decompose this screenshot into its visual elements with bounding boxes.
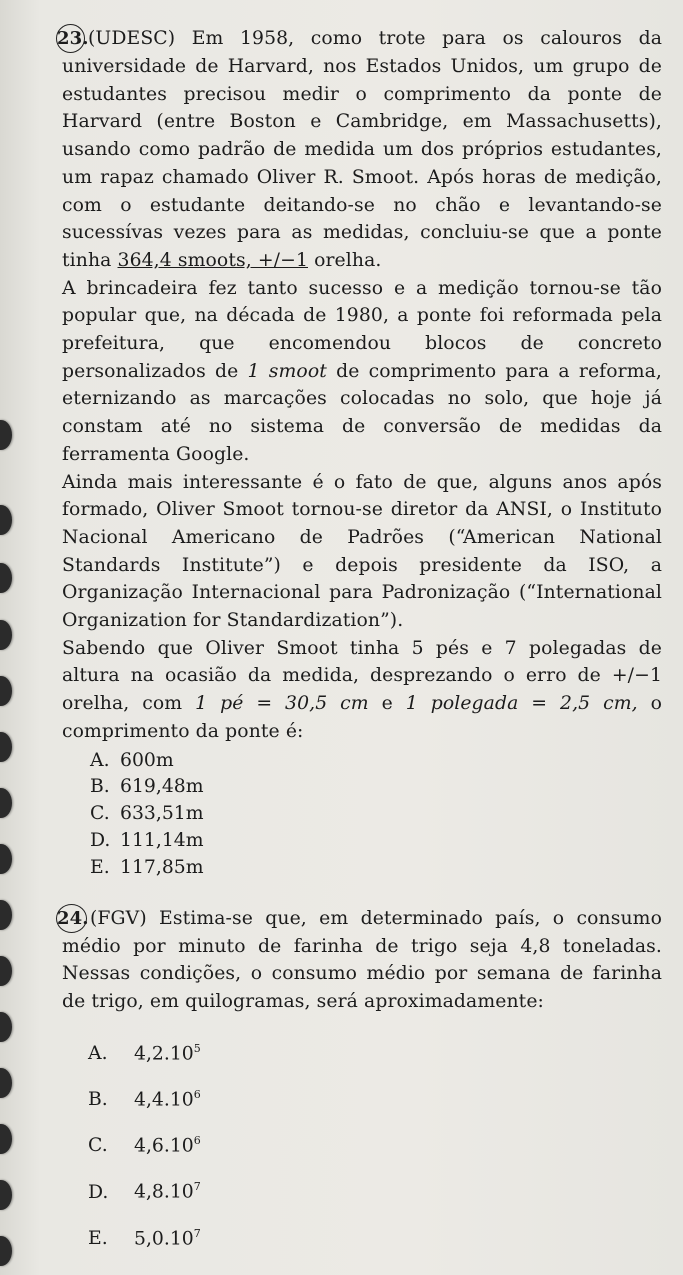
option-b[interactable]: B. 619,48m [90, 776, 204, 798]
binder-holes [0, 0, 30, 1275]
binder-hole-icon [0, 844, 12, 874]
option-e[interactable]: E. 5,0.10$^7$ [88, 1226, 201, 1249]
binder-hole-icon [0, 1124, 12, 1154]
option-e[interactable]: E. 117,85m [90, 856, 204, 878]
option-a[interactable]: A. 600m [90, 749, 174, 771]
binder-hole-icon [0, 956, 12, 986]
binder-hole-icon [0, 563, 12, 593]
q23-options [90, 748, 662, 882]
binder-hole-icon [0, 1236, 12, 1266]
binder-hole-icon [0, 1012, 12, 1042]
binder-hole-icon [0, 1068, 12, 1098]
q23-intro: 23.(UDESC) Em 1958, como trote para os calouros da universidade de Harvard, nos Estados Unidos, um grupo de estudantes precisou medir o comprimento da ponte de Harvard (entre Boston e Cambridge, em Massachusetts), usando como padrão de medida um dos próprios estudantes, um rapaz chamado Oliver R. Smoot. Após horas de medição, com o estudante deitando-se no chão e levantando-se sucessívas vezes para as medidas, concluiu-se que a ponte tinha 364,4 smoots, +/−1 orelha. [62, 24, 662, 275]
question-number: 24. [56, 904, 87, 933]
option-a[interactable]: A. 4,2.10$^5$ [88, 1041, 201, 1064]
binder-hole-icon [0, 788, 12, 818]
option-c[interactable]: C. 4,6.10$^6$ [88, 1134, 201, 1157]
q23-paragraph-2: A brincadeira fez tanto sucesso e a medição tornou-se tão popular que, na década de 1980, a ponte foi reformada pela prefeitura, que encomendou blocos de concreto personalizados de 1 smoot de comprimento para a reforma, eternizando as marcações colocadas no solo, que hoje já constam até no sistema de conversão de medidas da ferramenta Google. [62, 277, 662, 465]
binder-hole-icon [0, 620, 12, 650]
q23-paragraph-3: Ainda mais interessante é o fato de que, alguns anos após formado, Oliver Smoot tornou-se diretor da ANSI, o Instituto Nacional Americano de Padrões (“American National Standards Institute”) e depois presidente da ISO, a Organização Internacional para Padronização (“International Organization for Standardization”). [62, 471, 662, 632]
q24-text: 24.(FGV) Estima-se que, em determinado país, o consumo médio por minuto de farinha de trigo seja 4,8 toneladas. Nessas condições, o consumo médio por semana de farinha de trigo, em quilogramas, será aproximadamente: [62, 904, 662, 1016]
bridge-measure: 364,4 smoots, +/−1 [117, 249, 308, 271]
question-number: 23. [56, 24, 85, 53]
binder-hole-icon [0, 1180, 12, 1210]
option-c[interactable]: C. 633,51m [90, 803, 204, 825]
binder-hole-icon [0, 900, 12, 930]
binder-hole-icon [0, 676, 12, 706]
option-d[interactable]: D. 4,8.10$^7$ [88, 1180, 201, 1203]
binder-hole-icon [0, 505, 12, 535]
binder-hole-icon [0, 732, 12, 762]
binder-hole-icon [0, 420, 12, 450]
option-b[interactable]: B. 4,4.10$^6$ [88, 1087, 201, 1111]
q24-options [88, 1028, 662, 1259]
question-24 [57, 904, 662, 1259]
option-d[interactable]: D. 111,14m [90, 829, 204, 851]
question-content [57, 24, 663, 1259]
q23-paragraph-4: Sabendo que Oliver Smoot tinha 5 pés e 7 polegadas de altura na ocasião da medida, desprezando o erro de +/−1 orelha, com 1 pé = 30,5 cm e 1 polegada = 2,5 cm, o comprimento da ponte é: [62, 637, 663, 742]
question-23 [57, 24, 663, 882]
